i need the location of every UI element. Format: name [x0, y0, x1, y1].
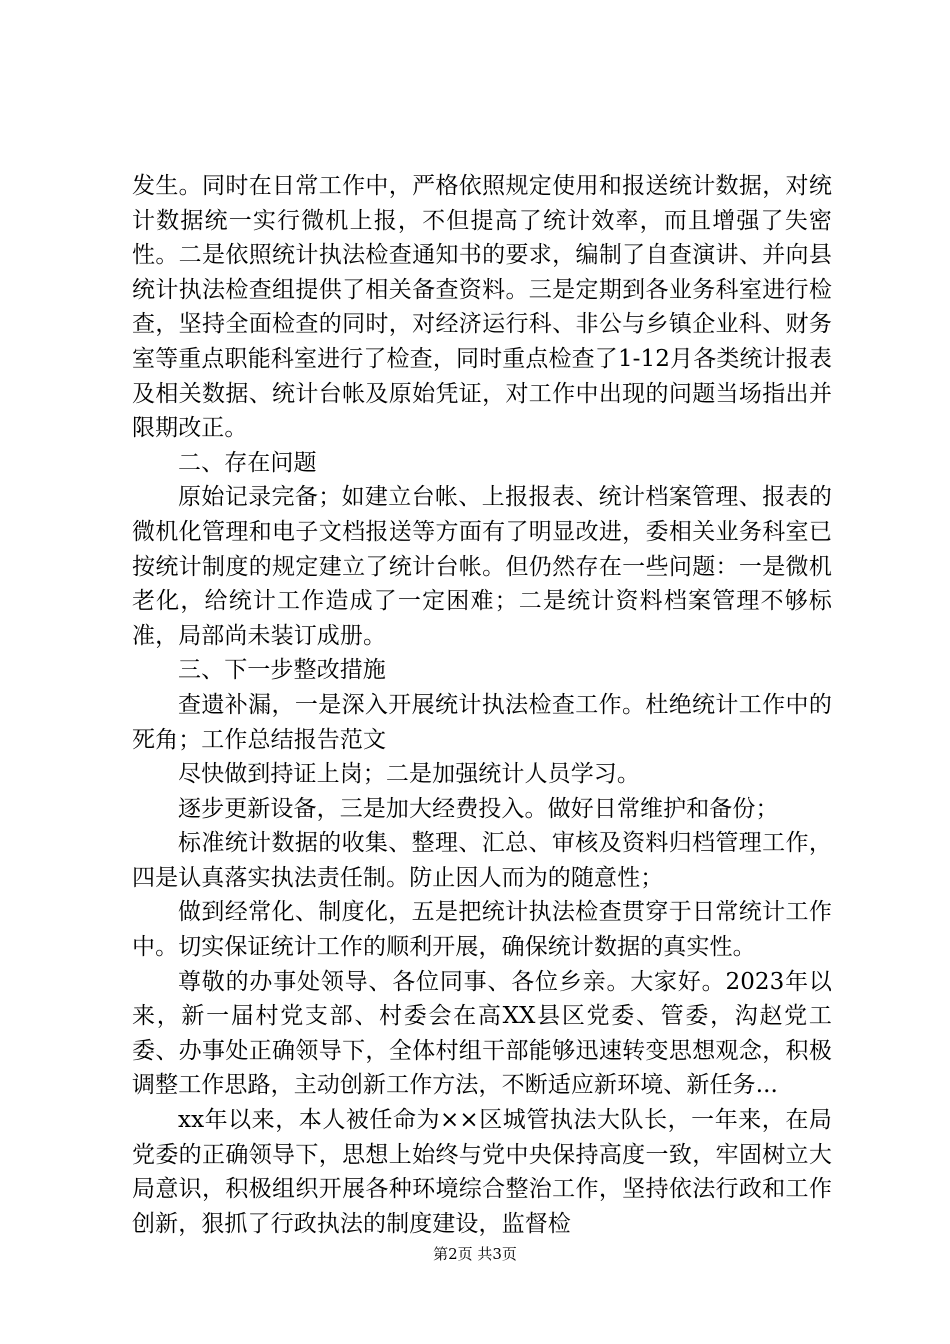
body-paragraph: 标准统计数据的收集、整理、汇总、审核及资料归档管理工作，四是认真落实执法责任制。防止因人而为的随意性； [132, 830, 832, 891]
section-heading-problems: 二、存在问题 [178, 449, 317, 476]
body-paragraph: 尽快做到持证上岗；二是加强统计人员学习。 [178, 761, 640, 788]
body-paragraph: 做到经常化、制度化，五是把统计执法检查贯穿于日常统计工作中。切实保证统计工作的顺利开展，确保统计数据的真实性。 [132, 899, 832, 961]
page-number-footer: 第2页 共3页 [433, 1245, 517, 1263]
body-paragraph: 发生。同时在日常工作中，严格依照规定使用和报送统计数据，对统计数据统一实行微机上报，不但提高了统计效率，而且增强了失密性。二是依照统计执法检查通知书的要求，编制了自查演讲、并向县统计执法检查组提供了相关备查资料。三是定期到各业务科室进行检查，坚持全面检查的同时，对经济运行科、非公与乡镇企业科、财务室等重点职能科室进行了检查，同时重点检查了1-12月各类统计报表及相关数据、统计台帐及原始凭证，对工作中出现的问题当场指出并限期改正。 [132, 173, 832, 442]
body-paragraph: 尊敬的办事处领导、各位同事、各位乡亲。大家好。2023年以来，新一届村党支部、村委会在高XX县区党委、管委，沟赵党工委、办事处正确领导下，全体村组干部能够迅速转变思想观念，积极调整工作思路，主动创新工作方法，不断适应新环境、新任务... [132, 968, 832, 1099]
document-body [132, 169, 832, 1241]
body-paragraph: 原始记录完备；如建立台帐、上报报表、统计档案管理、报表的微机化管理和电子文档报送等方面有了明显改进，委相关业务科室已按统计制度的规定建立了统计台帐。但仍然存在一些问题：一是微机老化，给统计工作造成了一定困难；二是统计资料档案管理不够标准，局部尚未装订成册。 [132, 484, 832, 649]
section-heading-next-steps: 三、下一步整改措施 [178, 657, 386, 684]
body-paragraph: 查遗补漏，一是深入开展统计执法检查工作。杜绝统计工作中的死角；工作总结报告范文 [132, 691, 832, 753]
body-paragraph: xx年以来，本人被任命为××区城管执法大队长，一年来，在局党委的正确领导下，思想上始终与党中央保持高度一致，牢固树立大局意识，积极组织开展各种环境综合整治工作，坚持依法行政和工作创新，狠抓了行政执法的制度建设，监督检 [132, 1107, 832, 1237]
body-paragraph: 逐步更新设备，三是加大经费投入。做好日常维护和备份； [178, 795, 779, 822]
